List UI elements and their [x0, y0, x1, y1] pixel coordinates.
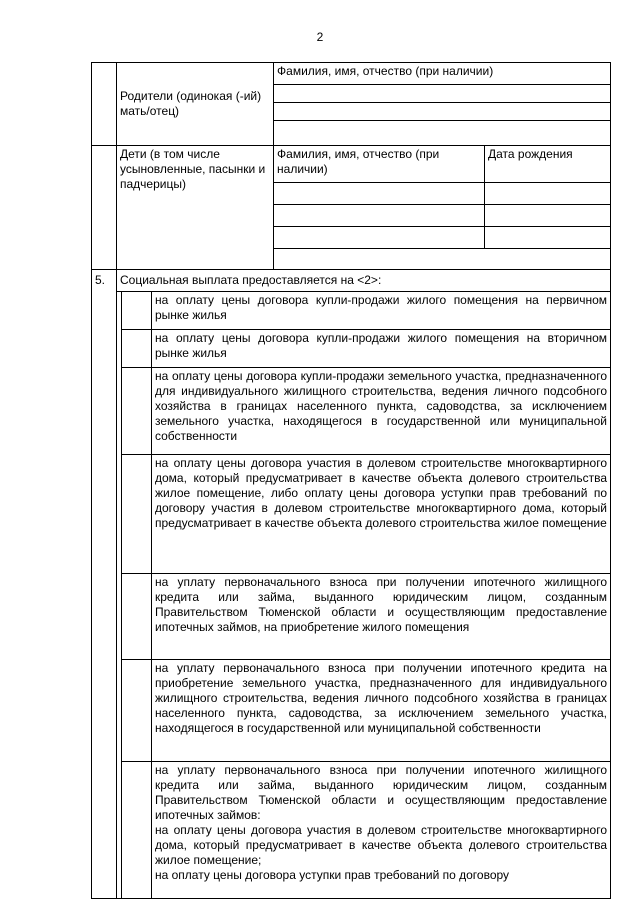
parents-label: Родители (одинокая (-ий) мать/отец)	[117, 63, 274, 146]
child-dob-field[interactable]	[485, 183, 611, 205]
number-cell-empty	[92, 63, 117, 146]
page-number: 2	[316, 30, 324, 44]
option-row	[92, 292, 611, 330]
children-row	[92, 146, 611, 183]
children-block-gap	[274, 249, 611, 270]
application-form	[91, 62, 611, 899]
option-checkbox[interactable]	[122, 292, 152, 330]
option-checkbox[interactable]	[122, 455, 152, 574]
child-fio-field[interactable]	[274, 227, 485, 249]
option-text: на оплату цены договора купли-продажи жилого помещения на первичном рынке жилья	[152, 292, 611, 330]
children-dob-header: Дата рождения	[485, 146, 611, 183]
parents-fio-field[interactable]	[274, 103, 611, 121]
section5-number: 5.	[92, 270, 117, 899]
option-checkbox[interactable]	[122, 762, 152, 899]
section5-title: Социальная выплата предоставляется на <2>:	[117, 270, 611, 292]
parents-block-gap	[274, 121, 611, 146]
option-row	[92, 330, 611, 368]
option-row	[92, 574, 611, 660]
option-paragraph: на оплату цены договора уступки прав требований по договору	[155, 868, 510, 882]
children-fio-header: Фамилия, имя, отчество (при наличии)	[274, 146, 485, 183]
option-text: на оплату цены договора купли-продажи земельного участка, предназначенного для индивидуального жилищного строительства, ведения личного подсобного хозяйства в границах населенного пункта, садоводства, за исключением земельного участка, находящегося в государственной или муниципальной собственности	[152, 368, 611, 455]
option-text: на оплату цены договора участия в долевом строительстве многоквартирного дома, который предусматривает в качестве объекта долевого строительства жилое помещение, либо оплату цены договора уступки прав требований по договору участия в долевом строительстве многоквартирного дома, который предусматривает в качестве объекта долевого строительства жилое помещение	[152, 455, 611, 574]
option-text: на уплату первоначального взноса при получении ипотечного жилищного кредита или займа, выданного юридическим лицом, созданным Правительством Тюменской области и осуществляющим предоставление ипотечных займов, на приобретение жилого помещения	[152, 574, 611, 660]
parents-fio-field[interactable]	[274, 85, 611, 103]
child-fio-field[interactable]	[274, 183, 485, 205]
number-cell-empty	[92, 146, 117, 270]
option-row	[92, 762, 611, 899]
option-paragraph: на оплату цены договора участия в долевом строительстве многоквартирного дома, который предусматривает в качестве объекта долевого строительства жилое помещение;	[155, 823, 608, 867]
option-text: на оплату цены договора купли-продажи жилого помещения на вторичном рынке жилья	[152, 330, 611, 368]
child-dob-field[interactable]	[485, 227, 611, 249]
children-label: Дети (в том числе усыновленные, пасынки и падчерицы)	[117, 146, 274, 270]
option-paragraph: на уплату первоначального взноса при получении ипотечного жилищного кредита или займа, выданного юридическим лицом, созданным Правительством Тюменской области и осуществляющим предоставление ипотечных займов:	[155, 763, 608, 822]
option-row	[92, 660, 611, 762]
option-checkbox[interactable]	[122, 574, 152, 660]
option-checkbox[interactable]	[122, 330, 152, 368]
option-text: на уплату первоначального взноса при получении ипотечного кредита на приобретение земельного участка, предназначенного для индивидуального жилищного строительства, ведения личного подсобного хозяйства в границах населенного пункта, садоводства, за исключением земельного участка, находящегося в государственной или муниципальной собственности	[152, 660, 611, 762]
option-row	[92, 368, 611, 455]
parents-fio-header: Фамилия, имя, отчество (при наличии)	[274, 63, 611, 85]
section5-header-row	[92, 270, 611, 292]
option-text-multi	[152, 762, 611, 899]
child-dob-field[interactable]	[485, 205, 611, 227]
option-row	[92, 455, 611, 574]
option-checkbox[interactable]	[122, 660, 152, 762]
parents-row	[92, 63, 611, 85]
child-fio-field[interactable]	[274, 205, 485, 227]
form-table	[91, 62, 611, 899]
option-checkbox[interactable]	[122, 368, 152, 455]
